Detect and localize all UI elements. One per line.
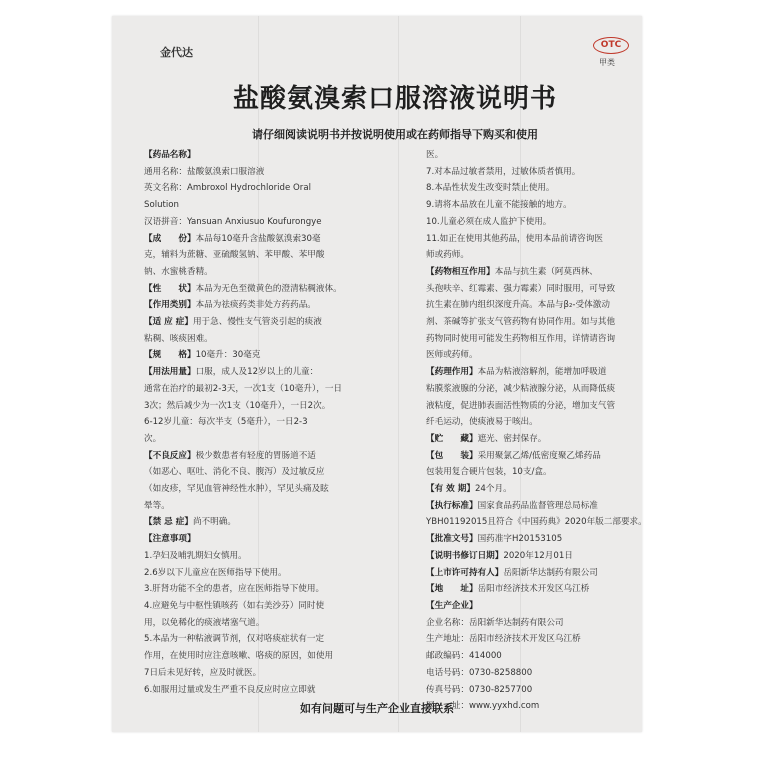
leaflet-line: [144, 631, 376, 648]
section-text: 网 址：www.yyxhd.com: [426, 701, 540, 712]
section-label: 【性 状】: [144, 283, 196, 294]
section-label: 【地 址】: [426, 584, 478, 595]
section-text: 3次；然后减少为一次1支（10毫升），一日2次。: [144, 400, 331, 411]
section-text: 9.请将本品放在儿童不能接触的地方。: [426, 200, 572, 211]
leaflet-line: [144, 431, 376, 448]
leaflet-line: [426, 665, 658, 682]
section-text: （如恶心、呕吐、消化不良、腹泻）及过敏反应: [144, 467, 325, 478]
section-text: 通用名称：盐酸氨溴索口服溶液: [144, 166, 265, 177]
leaflet-line: [144, 464, 376, 481]
leaflet-line: [426, 281, 658, 298]
leaflet-line: [144, 531, 376, 548]
section-text: Solution: [144, 200, 180, 211]
otc-badge: OTC: [593, 37, 629, 54]
section-text: 采用聚氯乙烯/低密度聚乙烯药品: [477, 450, 601, 461]
section-label: 【上市许可持有人】: [426, 567, 504, 578]
leaflet-line: [426, 565, 658, 582]
section-text: 医。: [426, 150, 444, 160]
section-text: 晕等。: [144, 500, 170, 511]
section-text: 剂、茶碱等扩张支气管药物有协同作用。如与其他: [426, 317, 616, 328]
section-text: 6.如服用过量或发生严重不良反应时应立即就: [144, 684, 316, 695]
section-text: YBH01192015且符合《中国药典》2020年版二部要求。: [426, 517, 647, 528]
section-text: 遮光、密封保存。: [477, 433, 547, 444]
leaflet-line: [426, 314, 658, 331]
section-text: 10.儿童必须在成人监护下使用。: [426, 216, 552, 227]
section-text: 液粘度，促进肺表面活性物质的分泌，增加支气管: [426, 400, 616, 411]
leaflet-line: [144, 565, 376, 582]
section-text: 电话号码：0730-8258800: [426, 667, 533, 678]
footer-note: 如有问题可与生产企业直接联系: [300, 702, 454, 715]
section-text: 医师或药师。: [426, 350, 478, 361]
section-text: 口服，成人及12岁以上的儿童：: [195, 367, 319, 378]
section-text: 师或药师。: [426, 250, 469, 261]
section-text: 1.孕妇及哺乳期妇女慎用。: [144, 550, 247, 561]
leaflet-line: [144, 615, 376, 632]
section-text: 10毫升：30毫克: [195, 350, 261, 361]
section-text: 本品与抗生素（阿莫西林、: [494, 266, 598, 277]
brand-logo: 金代达: [160, 46, 193, 59]
leaflet-line: [144, 398, 376, 415]
section-text: 5.本品为一种粘液调节剂，仅对咯痰症状有一定: [144, 634, 325, 645]
leaflet-line: [426, 615, 658, 632]
section-label: 【成 份】: [144, 233, 196, 244]
section-text: 本品每10毫升含盐酸氨溴索30毫: [195, 233, 321, 244]
section-text: 纤毛运动，使痰液易于咳出。: [426, 417, 538, 428]
section-text: 抗生素在肺内组织深度升高。本品与β₂-受体激动: [426, 300, 610, 311]
leaflet-line: [426, 481, 658, 498]
section-text: 生产地址：岳阳市经济技术开发区乌江桥: [426, 634, 581, 645]
section-text: 克，辅料为蔗糖、亚硫酸氢钠、苯甲酸、苯甲酸: [144, 250, 325, 261]
right-column: [426, 147, 658, 715]
leaflet-line: [426, 381, 658, 398]
leaflet-line: [144, 682, 376, 699]
section-text: 通常在治疗的最初2-3天，一次1支（10毫升），一日: [144, 383, 343, 394]
section-label: 【药品名称】: [144, 150, 196, 160]
section-text: 2020年12月01日: [503, 550, 573, 561]
leaflet-line: [144, 214, 376, 231]
section-label: 【说明书修订日期】: [426, 550, 504, 561]
leaflet-line: [144, 281, 376, 298]
section-text: 粘膜浆液腺的分泌，减少粘液腺分泌，从而降低痰: [426, 383, 616, 394]
leaflet-line: [426, 247, 658, 264]
leaflet-line: [144, 598, 376, 615]
leaflet-line: [144, 180, 376, 197]
leaflet-line: [426, 214, 658, 231]
leaflet-line: [144, 297, 376, 314]
section-text: 传真号码：0730-8257700: [426, 684, 533, 695]
leaflet-line: [144, 147, 376, 164]
leaflet-line: [426, 231, 658, 248]
section-label: 【批准文号】: [426, 534, 478, 545]
section-text: 本品为无色至微黄色的澄清粘稠液体。: [195, 283, 342, 294]
leaflet-line: [144, 314, 376, 331]
section-text: 2.6岁以下儿童应在医师指导下使用。: [144, 567, 287, 578]
leaflet-line: [144, 548, 376, 565]
leaflet-line: [426, 347, 658, 364]
document-title: 盐酸氨溴索口服溶液说明书: [232, 84, 557, 114]
section-label: 【有 效 期】: [426, 484, 475, 495]
leaflet-line: [144, 164, 376, 181]
leaflet-line: [426, 264, 658, 281]
leaflet-line: [144, 448, 376, 465]
leaflet-line: [426, 514, 658, 531]
section-text: 本品为粘液溶解剂，能增加呼吸道: [477, 367, 607, 378]
leaflet-line: [426, 498, 658, 515]
section-text: 药物同时使用可能发生药物相互作用，详情请咨询: [426, 333, 616, 344]
section-label: 【作用类别】: [144, 300, 196, 311]
section-text: 头孢呋辛、红霉素、强力霉素）同时服用，可导致: [426, 283, 616, 294]
leaflet-line: [426, 147, 658, 164]
leaflet-line: [144, 264, 376, 281]
section-label: 【禁 忌 症】: [144, 517, 193, 528]
section-text: 24个月。: [474, 484, 512, 495]
section-text: 企业名称：岳阳新华达制药有限公司: [426, 617, 564, 628]
section-text: 国药准字H20153105: [477, 534, 563, 545]
leaflet-line: [426, 464, 658, 481]
section-text: 岳阳市经济技术开发区乌江桥: [477, 584, 590, 595]
section-text: 极少数患者有轻度的胃肠道不适: [195, 450, 316, 461]
section-text: 作用，在使用时应注意咳嗽、咯痰的原因，如使用: [144, 651, 334, 662]
section-text: 邮政编码：414000: [426, 651, 502, 662]
section-text: （如皮疹，罕见血管神经性水肿），罕见头痛及眩: [144, 484, 329, 495]
leaflet-line: [144, 414, 376, 431]
section-text: 8.本品性状发生改变时禁止使用。: [426, 183, 555, 194]
leaflet-line: [426, 414, 658, 431]
leaflet-line: [426, 682, 658, 699]
section-label: 【用法用量】: [144, 367, 196, 378]
leaflet-line: [144, 665, 376, 682]
section-text: 次。: [144, 433, 162, 444]
section-text: 英文名称：Ambroxol Hydrochloride Oral: [144, 183, 311, 194]
leaflet-line: [426, 448, 658, 465]
leaflet-line: [144, 331, 376, 348]
leaflet-line: [144, 481, 376, 498]
section-label: 【执行标准】: [426, 500, 478, 511]
leaflet-line: [144, 231, 376, 248]
section-text: 尚不明确。: [192, 517, 236, 528]
section-text: 粘稠、咳痰困难。: [144, 333, 213, 344]
leaflet-line: [426, 297, 658, 314]
left-column: [144, 147, 376, 698]
leaflet-line: [426, 631, 658, 648]
fold-line: [398, 16, 399, 732]
leaflet-line: [144, 514, 376, 531]
leaflet-line: [426, 431, 658, 448]
section-text: 7.对本品过敏者禁用，过敏体质者慎用。: [426, 166, 581, 177]
section-label: 【适 应 症】: [144, 317, 193, 328]
leaflet-line: [426, 331, 658, 348]
leaflet-line: [144, 381, 376, 398]
section-text: 包装用复合硬片包装，10支/盒。: [426, 467, 552, 478]
leaflet-line: [426, 197, 658, 214]
section-label: 【不良反应】: [144, 450, 196, 461]
leaflet-line: [144, 197, 376, 214]
leaflet-line: [144, 581, 376, 598]
section-label: 【贮 藏】: [426, 433, 478, 444]
document-subtitle: 请仔细阅读说明书并按说明使用或在药师指导下购买和使用: [252, 128, 538, 141]
leaflet-line: [426, 581, 658, 598]
section-text: 本品为祛痰药类非处方药药品。: [195, 300, 316, 311]
leaflet-line: [426, 598, 658, 615]
section-label: 【生产企业】: [426, 600, 478, 611]
otc-class-label: 甲类: [599, 58, 615, 67]
section-label: 【注意事项】: [144, 534, 196, 545]
leaflet-line: [426, 164, 658, 181]
section-text: 汉语拼音：Yansuan Anxiusuo Koufurongye: [144, 216, 322, 227]
leaflet-line: [144, 347, 376, 364]
section-text: 用，以免稀化的痰液堵塞气道。: [144, 617, 265, 628]
section-text: 7日后未见好转，应及时就医。: [144, 667, 262, 678]
leaflet-line: [426, 531, 658, 548]
leaflet-line: [144, 364, 376, 381]
leaflet-line: [426, 648, 658, 665]
leaflet-line: [426, 548, 658, 565]
leaflet-line: [144, 498, 376, 515]
section-text: 钠、水蜜桃香精。: [144, 266, 213, 277]
leaflet-line: [144, 648, 376, 665]
section-text: 岳阳新华达制药有限公司: [503, 567, 598, 578]
leaflet-line: [426, 398, 658, 415]
section-text: 3.肝肾功能不全的患者，应在医师指导下使用。: [144, 584, 325, 595]
section-text: 用于急、慢性支气管炎引起的痰液: [192, 317, 322, 328]
section-text: 国家食品药品监督管理总局标准: [477, 500, 598, 511]
section-label: 【药理作用】: [426, 367, 478, 378]
section-text: 6-12岁儿童：每次半支（5毫升），一日2-3: [144, 417, 308, 428]
leaflet-line: [144, 247, 376, 264]
section-label: 【药物相互作用】: [426, 266, 495, 277]
section-text: 4.应避免与中枢性镇咳药（如右美沙芬）同时使: [144, 600, 325, 611]
leaflet-line: [426, 364, 658, 381]
section-label: 【包 装】: [426, 450, 478, 461]
section-label: 【规 格】: [144, 350, 196, 361]
section-text: 11.如正在使用其他药品，使用本品前请咨询医: [426, 233, 603, 244]
leaflet-line: [426, 180, 658, 197]
